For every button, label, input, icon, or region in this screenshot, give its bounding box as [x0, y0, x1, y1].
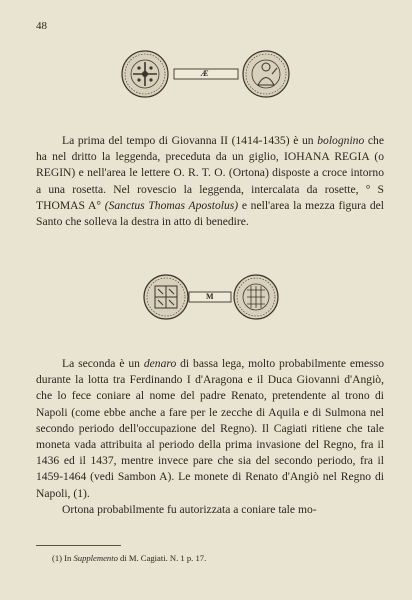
text-run: di bassa lega, molto probabilmente emesso durante la lotta tra Ferdinando I d'Aragona e il Duca Giovanni d'Angiò, che lo fece coniare al nome del padre Renato, pretendente al trono di Napoli (come ebbe anche a fare per le zecche di Aquila e di Sulmona nel secondo periodo dell'occupazione del Regno). Il Cagiati ritiene che tale moneta vada attribuita al periodo della prima invasione del Regno, fra il 1436 ed il 1437, mentre invece pare che sia del secondo periodo, fra il 1459-1464 (vedi Sambon A). Le monete di Renato d'Angiò nel Regno di Napoli, (1). — [36, 357, 384, 500]
coin-obverse-image — [122, 51, 168, 97]
italic-text-run: Supplemento — [73, 553, 118, 563]
page-number: 48 — [36, 20, 47, 32]
text-run: La prima del tempo di Giovanna II (1414-1435) è un — [62, 134, 318, 147]
text-run: (1) In — [52, 553, 74, 563]
paragraph-1-text — [36, 133, 384, 230]
italic-text-run: (Sanctus Thomas Apostolus) — [104, 198, 239, 212]
paragraph-2-text — [36, 356, 384, 502]
footnote-divider — [36, 545, 121, 546]
paragraph-1 — [36, 133, 384, 230]
coin-figure-2 — [0, 267, 412, 327]
paragraph-3-text — [36, 502, 384, 518]
coin-figure-1 — [0, 44, 412, 104]
coin-reverse-image — [234, 275, 278, 319]
italic-text-run: denaro — [143, 357, 177, 370]
text-run: e nell'area la mezza figura del Santo che solleva la destra in atto di benedire. — [36, 198, 385, 229]
metal-mark: M — [206, 292, 214, 301]
coin-reverse-image — [243, 51, 289, 97]
text-run: che ha nel dritto la leggenda, preceduta da un giglio, IOHANA REGIA (o REGIN) e nell'area le lettere O. R. T. O. (Ortona) disposte a croce intorno a una rosetta. Nel rovescio la leggenda, intercalata da rosette, ° S THOMAS A° — [36, 134, 384, 212]
text-run: di M. Cagiati. N. 1 p. 17. — [117, 553, 207, 563]
text-run: La seconda è un — [62, 357, 144, 370]
paragraph-2 — [36, 356, 384, 518]
coin-obverse-image — [144, 275, 188, 319]
footnote — [52, 553, 206, 563]
metal-mark: Æ — [201, 69, 209, 78]
text-run: Ortona probabilmente fu autorizzata a coniare tale mo- — [62, 502, 317, 516]
italic-text-run: bolognino — [317, 134, 365, 147]
